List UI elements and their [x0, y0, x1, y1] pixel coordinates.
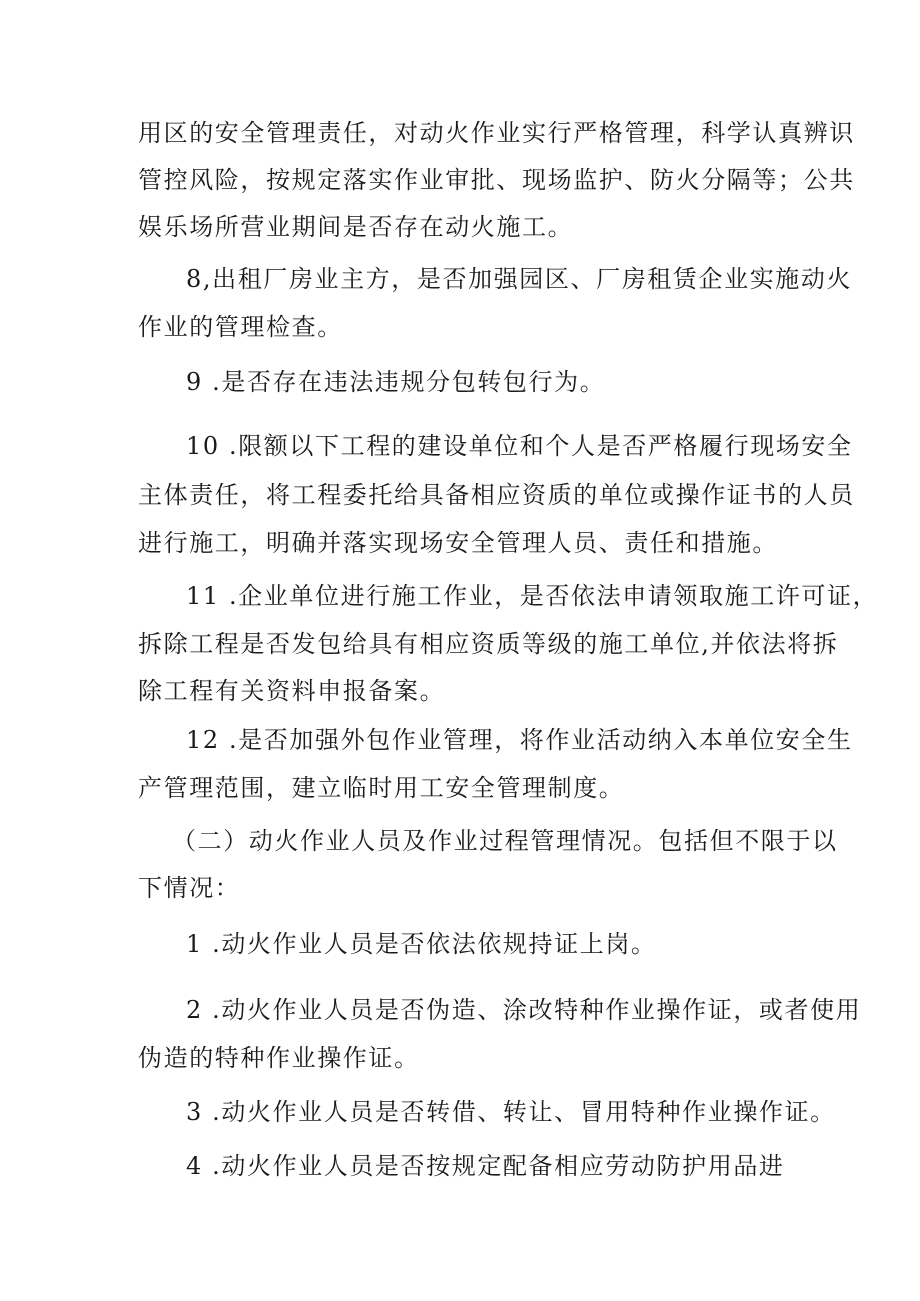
text-line: 伪造的特种作业操作证。	[138, 1044, 420, 1072]
text-line: 主体责任，将工程委托给具备相应资质的单位或操作证书的人员	[138, 481, 855, 509]
text-line: 11 .企业单位进行施工作业，是否依法申请领取施工许可证，	[186, 582, 879, 610]
text-line: 产管理范围，建立临时用工安全管理制度。	[138, 774, 625, 802]
text-line: 2 .动火作业人员是否伪造、涂改特种作业操作证，或者使用	[186, 996, 862, 1024]
text-line: 下情况：	[138, 874, 241, 902]
text-line: 9 .是否存在违法违规分包转包行为。	[186, 368, 606, 396]
text-line: 用区的安全管理责任，对动火作业实行严格管理，科学认真辨识	[138, 119, 855, 147]
text-line: 10 .限额以下工程的建设单位和个人是否严格履行现场安全	[186, 432, 853, 460]
text-line: 4 .动火作业人员是否按规定配备相应劳动防护用品进	[186, 1152, 785, 1180]
text-line: 娱乐场所营业期间是否存在动火施工。	[138, 213, 574, 241]
text-line: 作业的管理检查。	[138, 313, 343, 341]
text-line: 拆除工程是否发包给具有相应资质等级的施工单位,并依法将拆	[138, 630, 839, 658]
text-line: 3 .动火作业人员是否转借、转让、冒用特种作业操作证。	[186, 1098, 836, 1126]
text-line: 管控风险，按规定落实作业审批、现场监护、防火分隔等；公共	[138, 166, 855, 194]
text-line: 8,出租厂房业主方，是否加强园区、厂房租赁企业实施动火	[186, 265, 853, 293]
text-line: 进行施工，明确并落实现场安全管理人员、责任和措施。	[138, 529, 778, 557]
text-line: 12 .是否加强外包作业管理，将作业活动纳入本单位安全生	[186, 726, 853, 754]
text-line: （二）动火作业人员及作业过程管理情况。包括但不限于以	[172, 827, 838, 855]
text-line: 除工程有关资料申报备案。	[138, 677, 446, 705]
text-line: 1 .动火作业人员是否依法依规持证上岗。	[186, 930, 657, 958]
